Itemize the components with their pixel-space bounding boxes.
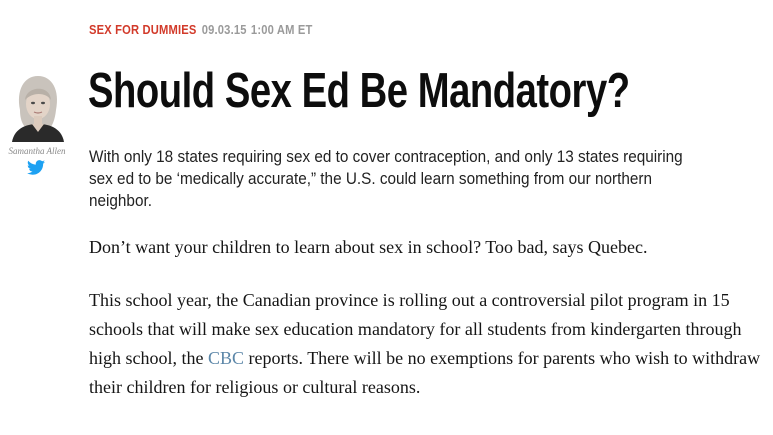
article-dek: With only 18 states requiring sex ed to cover contraception, and only 13 states requiring sex ed to be ‘medically accurate,” the U.S. could learn something from our northern neighbor. [89, 147, 683, 210]
paragraph-text: This school year, the Canadian province is rolling out a controversial pilot program in 15 schools that will make sex education mandatory for all students from kindergarten through high school, the [89, 290, 742, 368]
twitter-icon[interactable] [27, 160, 45, 175]
publish-time: 1:00 AM ET [250, 22, 313, 37]
article-kicker [89, 22, 313, 37]
author-name[interactable]: Samantha Allen [8, 146, 66, 156]
author-avatar[interactable] [6, 70, 70, 142]
paragraph-text: reports. There will be no exemptions for parents who wish to withdraw their children for religious or cultural reasons. [89, 348, 761, 397]
publish-date: 09.03.15 [201, 22, 247, 37]
body-paragraph-2 [89, 286, 769, 402]
body-paragraph-1: Don’t want your children to learn about sex in school? Too bad, says Quebec. [89, 237, 648, 257]
cbc-link[interactable]: CBC [208, 348, 245, 368]
section-label[interactable]: SEX FOR DUMMIES [89, 22, 197, 37]
article-headline: Should Sex Ed Be Mandatory? [88, 64, 630, 118]
